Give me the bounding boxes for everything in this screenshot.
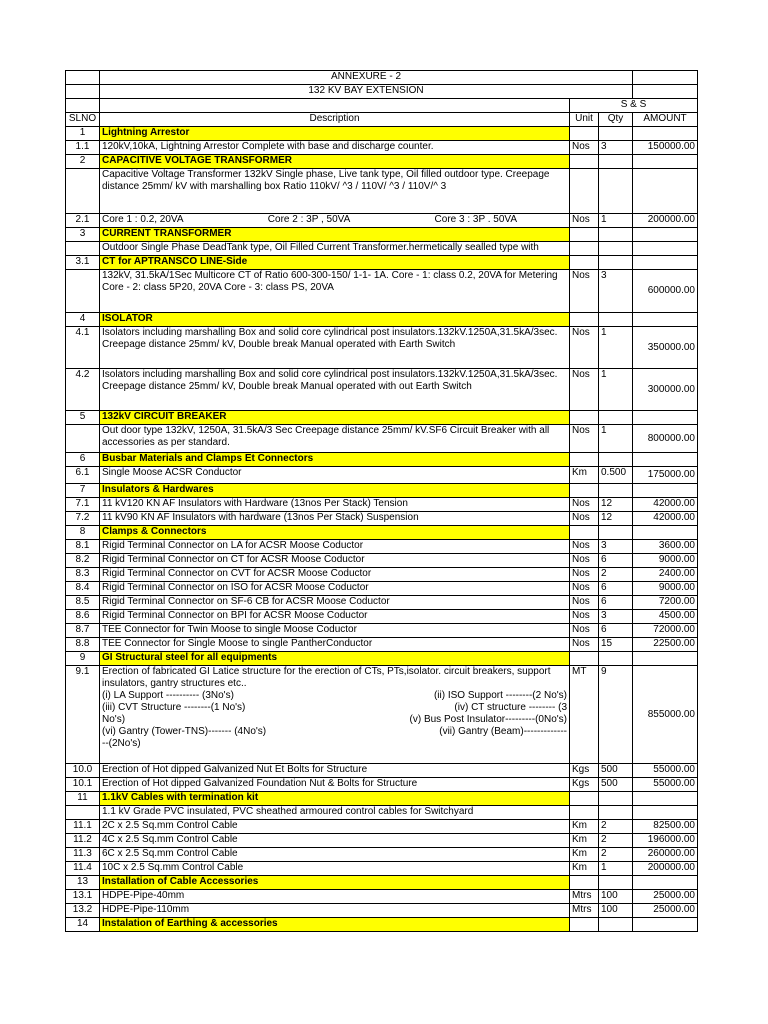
amount-cell <box>633 411 698 425</box>
description-cell: 11 kV90 KN AF Insulators with hardware (13nos Per Stack) Suspension <box>100 512 570 526</box>
qty-cell <box>599 242 633 256</box>
structure-line-2 <box>102 702 567 714</box>
project-row <box>66 85 698 99</box>
slno-cell: 2.1 <box>66 214 100 228</box>
qty-cell <box>599 918 633 932</box>
unit-cell: Nos <box>570 141 599 155</box>
unit-cell: Nos <box>570 638 599 652</box>
amount-cell: 300000.00 <box>633 369 698 411</box>
description-cell: Rigid Terminal Connector on SF-6 CB for ACSR Moose Coductor <box>100 596 570 610</box>
description-cell: Single Moose ACSR Conductor <box>100 467 570 484</box>
section-title: CURRENT TRANSFORMER <box>100 228 570 242</box>
amount-cell <box>633 806 698 820</box>
qty-cell: 2 <box>599 834 633 848</box>
amount-cell: 9000.00 <box>633 554 698 568</box>
amount-cell <box>633 169 698 214</box>
slno-cell: 4 <box>66 313 100 327</box>
unit-cell <box>570 876 599 890</box>
amount-cell: 3600.00 <box>633 540 698 554</box>
description-cell: Rigid Terminal Connector on LA for ACSR Moose Coductor <box>100 540 570 554</box>
qty-cell: 500 <box>599 764 633 778</box>
structure-line-1 <box>102 690 567 702</box>
structure-item: No's) <box>102 714 126 725</box>
qty-cell: 3 <box>599 610 633 624</box>
qty-cell: 100 <box>599 904 633 918</box>
amount-cell: 42000.00 <box>633 512 698 526</box>
unit-cell: Nos <box>570 214 599 228</box>
description-cell: Isolators including marshalling Box and solid core cylindrical post insulators.132kV.1250A,31.5kA/3sec. Creepage distance 25mm/ kV, Double break Manual operated with out Earth Switch <box>100 369 570 411</box>
section-row <box>66 411 698 425</box>
qty-cell <box>599 876 633 890</box>
qty-cell <box>599 127 633 141</box>
group-row <box>66 99 698 113</box>
slno-cell: 8.7 <box>66 624 100 638</box>
description-cell: Outdoor Single Phase DeadTank type, Oil Filled Current Transformer.hermetically sealled type with <box>100 242 570 256</box>
slno-cell: 9.1 <box>66 666 100 764</box>
qty-cell: 500 <box>599 778 633 792</box>
column-header-qty: Qty <box>599 113 633 127</box>
slno-cell: 8 <box>66 526 100 540</box>
column-header-slno: SLNO <box>66 113 100 127</box>
column-header-amount: AMOUNT <box>633 113 698 127</box>
slno-cell: 3.1 <box>66 256 100 270</box>
description-cell: 132kV, 31.5kA/1Sec Multicore CT of Ratio 600-300-150/ 1-1- 1A. Core - 1: class 0.2, 20VA for Metering Core - 2: class 5P20, 20VA Core - 3: class PS, 20VA <box>100 270 570 313</box>
qty-cell: 6 <box>599 624 633 638</box>
unit-cell: Km <box>570 848 599 862</box>
qty-cell: 3 <box>599 270 633 313</box>
amount-cell: 196000.00 <box>633 834 698 848</box>
qty-cell: 12 <box>599 512 633 526</box>
amount-cell: 55000.00 <box>633 764 698 778</box>
description-cell <box>100 214 570 228</box>
table-row <box>66 242 698 256</box>
slno-cell: 7.1 <box>66 498 100 512</box>
description-cell: 11 kV120 KN AF Insulators with Hardware (13nos Per Stack) Tension <box>100 498 570 512</box>
description-cell: Capacitive Voltage Transformer 132kV Single phase, Live tank type, Oil filled outdoor type. Creepage distance 25mm/ kV with marshalling box Ratio 110kV/ ^3 / 110V/ ^3 / 110V/^ 3 <box>100 169 570 214</box>
qty-cell: 2 <box>599 820 633 834</box>
section-title: Instalation of Earthing & accessories <box>100 918 570 932</box>
description-cell: Isolators including marshalling Box and solid core cylindrical post insulators.132kV.1250A,31.5kA/3sec. Creepage distance 25mm/ kV, Double break Manual operated with Earth Switch <box>100 327 570 369</box>
table-row <box>66 270 698 313</box>
slno-cell: 6.1 <box>66 467 100 484</box>
section-title: Lightning Arrestor <box>100 127 570 141</box>
amount-cell <box>633 484 698 498</box>
slno-cell: 9 <box>66 652 100 666</box>
unit-cell: Nos <box>570 270 599 313</box>
amount-cell <box>633 453 698 467</box>
slno-cell: 3 <box>66 228 100 242</box>
qty-cell: 100 <box>599 890 633 904</box>
amount-cell <box>633 918 698 932</box>
qty-cell: 3 <box>599 141 633 155</box>
slno-cell: 8.3 <box>66 568 100 582</box>
table-row <box>66 862 698 876</box>
unit-cell: Nos <box>570 369 599 411</box>
description-cell: Erection of Hot dipped Galvanized Nut Et Bolts for Structure <box>100 764 570 778</box>
qty-cell: 3 <box>599 540 633 554</box>
structure-line-3 <box>102 714 567 726</box>
slno-cell: 7.2 <box>66 512 100 526</box>
unit-cell: Km <box>570 862 599 876</box>
unit-cell: Mtrs <box>570 890 599 904</box>
slno-cell: 4.1 <box>66 327 100 369</box>
amount-cell: 600000.00 <box>633 270 698 313</box>
unit-cell <box>570 155 599 169</box>
table-row <box>66 141 698 155</box>
table-row <box>66 666 698 764</box>
unit-cell: Km <box>570 820 599 834</box>
section-title: 1.1kV Cables with termination kit <box>100 792 570 806</box>
table-row <box>66 596 698 610</box>
unit-cell <box>570 453 599 467</box>
unit-cell <box>570 256 599 270</box>
description-cell: 10C x 2.5 Sq.mm Control Cable <box>100 862 570 876</box>
slno-cell <box>66 270 100 313</box>
core-rating-3: Core 3 : 3P . 50VA <box>434 214 517 225</box>
structure-item: (ii) ISO Support --------(2 No's) <box>433 690 567 701</box>
slno-cell: 7 <box>66 484 100 498</box>
bill-of-quantities-table <box>65 70 698 932</box>
slno-cell: 13.2 <box>66 904 100 918</box>
column-header-row <box>66 113 698 127</box>
description-cell: Erection of Hot dipped Galvanized Foundation Nut & Bolts for Structure <box>100 778 570 792</box>
table-row <box>66 778 698 792</box>
slno-cell <box>66 169 100 214</box>
table-row <box>66 764 698 778</box>
table-row <box>66 848 698 862</box>
unit-cell <box>570 127 599 141</box>
description-cell: 4C x 2.5 Sq.mm Control Cable <box>100 834 570 848</box>
qty-cell <box>599 484 633 498</box>
qty-cell: 6 <box>599 582 633 596</box>
amount-cell: 200000.00 <box>633 862 698 876</box>
amount-cell <box>633 526 698 540</box>
qty-cell <box>599 526 633 540</box>
section-title: Insulators & Hardwares <box>100 484 570 498</box>
unit-cell <box>570 242 599 256</box>
slno-cell: 8.5 <box>66 596 100 610</box>
description-cell: HDPE-Pipe-40mm <box>100 890 570 904</box>
core-rating-2: Core 2 : 3P , 50VA <box>267 214 351 225</box>
slno-cell: 11.3 <box>66 848 100 862</box>
unit-cell: Nos <box>570 512 599 526</box>
description-cell: Out door type 132kV, 1250A, 31.5kA/3 Sec Creepage distance 25mm/ kV.SF6 Circuit Breaker with all accessories as per standard. <box>100 425 570 453</box>
table-row <box>66 568 698 582</box>
qty-cell <box>599 256 633 270</box>
unit-cell: Km <box>570 467 599 484</box>
section-row <box>66 484 698 498</box>
description-cell: TEE Connector for Single Moose to single PantherConductor <box>100 638 570 652</box>
slno-cell: 14 <box>66 918 100 932</box>
section-row <box>66 313 698 327</box>
table-row <box>66 904 698 918</box>
slno-cell: 13 <box>66 876 100 890</box>
table-row <box>66 540 698 554</box>
description-cell: 2C x 2.5 Sq.mm Control Cable <box>100 820 570 834</box>
amount-cell <box>633 652 698 666</box>
section-row <box>66 228 698 242</box>
amount-cell: 150000.00 <box>633 141 698 155</box>
amount-cell <box>633 242 698 256</box>
unit-cell <box>570 411 599 425</box>
unit-cell: Nos <box>570 568 599 582</box>
group-label: S & S <box>570 99 698 113</box>
slno-cell: 10.0 <box>66 764 100 778</box>
amount-cell <box>633 256 698 270</box>
qty-cell: 1 <box>599 327 633 369</box>
table-row <box>66 425 698 453</box>
unit-cell: Nos <box>570 624 599 638</box>
qty-cell <box>599 652 633 666</box>
amount-cell <box>633 155 698 169</box>
amount-cell <box>633 313 698 327</box>
unit-cell: Km <box>570 834 599 848</box>
table-row <box>66 610 698 624</box>
amount-cell: 200000.00 <box>633 214 698 228</box>
amount-cell: 25000.00 <box>633 890 698 904</box>
slno-cell: 8.2 <box>66 554 100 568</box>
description-cell: 6C x 2.5 Sq.mm Control Cable <box>100 848 570 862</box>
table-row <box>66 512 698 526</box>
table-row <box>66 890 698 904</box>
table-row <box>66 169 698 214</box>
unit-cell: Nos <box>570 425 599 453</box>
table-row <box>66 214 698 228</box>
slno-cell: 8.1 <box>66 540 100 554</box>
qty-cell: 6 <box>599 554 633 568</box>
slno-cell: 6 <box>66 453 100 467</box>
slno-cell: 11.2 <box>66 834 100 848</box>
qty-cell <box>599 792 633 806</box>
slno-cell <box>66 806 100 820</box>
structure-intro: Erection of fabricated GI Latice structure for the erection of CTs, PTs,isolator. circuit breakers, support insulators, gantry structures etc.. <box>102 666 551 689</box>
unit-cell: Nos <box>570 582 599 596</box>
slno-cell <box>66 425 100 453</box>
amount-cell: 42000.00 <box>633 498 698 512</box>
section-title: Busbar Materials and Clamps Et Connectors <box>100 453 570 467</box>
structure-item: (i) LA Support ---------- (3No's) <box>102 690 234 701</box>
core-rating-1: Core 1 : 0.2, 20VA <box>102 214 184 225</box>
slno-cell: 5 <box>66 411 100 425</box>
description-cell: TEE Connector for Twin Moose to single Moose Coductor <box>100 624 570 638</box>
table-row <box>66 327 698 369</box>
section-row <box>66 918 698 932</box>
table-row <box>66 369 698 411</box>
description-cell: Rigid Terminal Connector on CVT for ACSR Moose Coductor <box>100 568 570 582</box>
project-title: 132 KV BAY EXTENSION <box>100 85 633 99</box>
structure-item: (vii) Gantry (Beam)------------- <box>439 726 567 737</box>
amount-cell: 82500.00 <box>633 820 698 834</box>
amount-cell: 9000.00 <box>633 582 698 596</box>
section-row <box>66 792 698 806</box>
qty-cell: 6 <box>599 596 633 610</box>
table-row <box>66 582 698 596</box>
amount-cell <box>633 228 698 242</box>
unit-cell <box>570 169 599 214</box>
section-row <box>66 155 698 169</box>
section-row <box>66 526 698 540</box>
table-body <box>66 71 698 932</box>
section-title: ISOLATOR <box>100 313 570 327</box>
structure-item: (iii) CVT Structure --------(1 No's) <box>102 702 246 713</box>
unit-cell <box>570 228 599 242</box>
qty-cell <box>599 453 633 467</box>
qty-cell <box>599 313 633 327</box>
section-row <box>66 256 698 270</box>
amount-cell: 800000.00 <box>633 425 698 453</box>
amount-cell: 175000.00 <box>633 467 698 484</box>
slno-cell: 2 <box>66 155 100 169</box>
unit-cell: Kgs <box>570 764 599 778</box>
structure-item: (iv) CT structure -------- (3 <box>454 702 567 713</box>
unit-cell <box>570 918 599 932</box>
unit-cell <box>570 484 599 498</box>
slno-cell: 1.1 <box>66 141 100 155</box>
section-row <box>66 652 698 666</box>
section-title: CT for APTRANSCO LINE-Side <box>100 256 570 270</box>
qty-cell: 2 <box>599 568 633 582</box>
unit-cell <box>570 806 599 820</box>
section-title: GI Structural steel for all equipments <box>100 652 570 666</box>
table-row <box>66 554 698 568</box>
structure-item: (v) Bus Post Insulator---------(0No's) <box>409 714 567 725</box>
section-title: CAPACITIVE VOLTAGE TRANSFORMER <box>100 155 570 169</box>
amount-cell: 855000.00 <box>633 666 698 764</box>
amount-cell: 72000.00 <box>633 624 698 638</box>
amount-cell: 2400.00 <box>633 568 698 582</box>
qty-cell <box>599 806 633 820</box>
unit-cell <box>570 313 599 327</box>
description-cell: Rigid Terminal Connector on CT for ACSR Moose Coductor <box>100 554 570 568</box>
unit-cell: Nos <box>570 554 599 568</box>
unit-cell: Kgs <box>570 778 599 792</box>
slno-cell: 4.2 <box>66 369 100 411</box>
qty-cell: 1 <box>599 214 633 228</box>
slno-cell: 8.8 <box>66 638 100 652</box>
amount-cell <box>633 127 698 141</box>
structure-item: (vi) Gantry (Tower-TNS)------- (4No's) <box>102 726 267 737</box>
structure-line-4 <box>102 726 567 738</box>
table-row <box>66 806 698 820</box>
description-cell <box>100 666 570 764</box>
slno-cell: 11.4 <box>66 862 100 876</box>
unit-cell <box>570 652 599 666</box>
unit-cell: Nos <box>570 610 599 624</box>
unit-cell: Nos <box>570 327 599 369</box>
amount-cell: 4500.00 <box>633 610 698 624</box>
section-title: Installation of Cable Accessories <box>100 876 570 890</box>
amount-cell: 7200.00 <box>633 596 698 610</box>
table-row <box>66 834 698 848</box>
qty-cell <box>599 411 633 425</box>
section-title: 132kV CIRCUIT BREAKER <box>100 411 570 425</box>
slno-cell: 8.6 <box>66 610 100 624</box>
annexure-title: ANNEXURE - 2 <box>100 71 633 85</box>
table-row <box>66 638 698 652</box>
section-row <box>66 453 698 467</box>
amount-cell: 350000.00 <box>633 327 698 369</box>
qty-cell <box>599 155 633 169</box>
table-row <box>66 820 698 834</box>
annexure-row <box>66 71 698 85</box>
section-row <box>66 127 698 141</box>
unit-cell: Nos <box>570 540 599 554</box>
slno-cell: 8.4 <box>66 582 100 596</box>
description-cell: Rigid Terminal Connector on BPI for ACSR Moose Coductor <box>100 610 570 624</box>
slno-cell: 13.1 <box>66 890 100 904</box>
description-cell: Rigid Terminal Connector on ISO for ACSR Moose Coductor <box>100 582 570 596</box>
unit-cell: Mtrs <box>570 904 599 918</box>
slno-cell: 11.1 <box>66 820 100 834</box>
qty-cell: 2 <box>599 848 633 862</box>
amount-cell: 25000.00 <box>633 904 698 918</box>
amount-cell <box>633 876 698 890</box>
column-header-description: Description <box>100 113 570 127</box>
qty-cell: 0.500 <box>599 467 633 484</box>
qty-cell <box>599 228 633 242</box>
qty-cell: 1 <box>599 862 633 876</box>
qty-cell: 1 <box>599 369 633 411</box>
description-cell: HDPE-Pipe-110mm <box>100 904 570 918</box>
description-cell: 1.1 kV Grade PVC insulated, PVC sheathed armoured control cables for Switchyard <box>100 806 570 820</box>
unit-cell <box>570 526 599 540</box>
amount-cell: 55000.00 <box>633 778 698 792</box>
unit-cell: Nos <box>570 498 599 512</box>
qty-cell: 12 <box>599 498 633 512</box>
amount-cell: 22500.00 <box>633 638 698 652</box>
amount-cell: 260000.00 <box>633 848 698 862</box>
unit-cell: MT <box>570 666 599 764</box>
slno-cell: 11 <box>66 792 100 806</box>
slno-cell: 10.1 <box>66 778 100 792</box>
structure-line-5: --(2No's) <box>102 738 141 749</box>
unit-cell: Nos <box>570 596 599 610</box>
column-header-unit: Unit <box>570 113 599 127</box>
section-title: Clamps & Connectors <box>100 526 570 540</box>
core-ratings <box>102 214 567 226</box>
qty-cell: 15 <box>599 638 633 652</box>
unit-cell <box>570 792 599 806</box>
slno-cell: 1 <box>66 127 100 141</box>
qty-cell <box>599 169 633 214</box>
table-row <box>66 624 698 638</box>
table-row <box>66 498 698 512</box>
section-row <box>66 876 698 890</box>
qty-cell: 1 <box>599 425 633 453</box>
description-cell: 120kV,10kA, Lightning Arrestor Complete with base and discharge counter. <box>100 141 570 155</box>
amount-cell <box>633 792 698 806</box>
slno-cell <box>66 242 100 256</box>
qty-cell: 9 <box>599 666 633 764</box>
table-row <box>66 467 698 484</box>
